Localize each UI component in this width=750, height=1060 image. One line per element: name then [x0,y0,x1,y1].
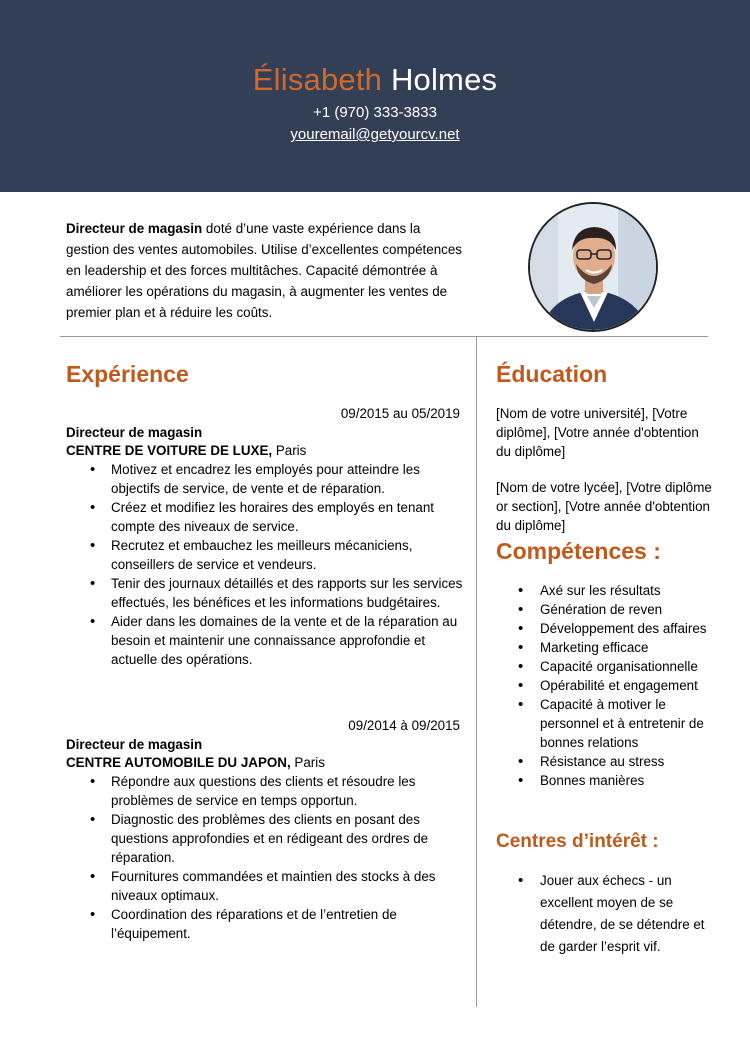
list-item: • Diagnostic des problèmes des clients en posant des questions approfondies et en rédigeant des ordres de réparation. [66,810,466,867]
job-duties [66,460,466,669]
list-item: • Capacité organisationnelle [496,657,710,676]
company-city: Paris [290,755,325,770]
candidate-name [0,60,750,100]
list-item: • Coordination des réparations et de l’entretien de l’équipement. [66,905,466,943]
list-item: • Axé sur les résultats [496,581,710,600]
job-duties [66,772,466,943]
list-item: • Bonnes manières [496,771,710,790]
phone-number: +1 (970) 333-3833 [313,104,437,121]
list-item: • Jouer aux échecs - un excellent moyen de se détendre, de se détendre et de garder l’esprit vif. [496,870,710,958]
education-entry: [Nom de votre université], [Votre diplôme], [Votre année d'obtention du diplôme] [496,406,699,459]
list-item: • Aider dans les domaines de la vente et de la réparation au besoin et maintenir une connaissance approfondie et actuelle des opérations. [66,612,466,669]
experience-heading: Expérience [66,361,189,387]
horizontal-divider [60,336,708,337]
job-title: Directeur de magasin [66,425,203,440]
vertical-divider [476,336,477,1007]
list-item: • Développement des affaires [496,619,710,638]
summary-lead: Directeur de magasin [66,221,203,236]
profile-summary [66,218,466,323]
list-item: • Capacité à motiver le personnel et à entretenir de bonnes relations [496,695,710,752]
summary-text: doté d’une vaste expérience dans la gestion des ventes automobiles. Utilise d’excellentes compétences en leadership et des forces multitâches. Capacité démontrée à améliorer les opérations du magasin, à augmenter les ventes de premier plan et à réduire les coûts. [66,221,462,320]
person-portrait-icon [530,204,658,332]
list-item: • Fournitures commandées et maintien des stocks à des niveaux optimaux. [66,867,466,905]
interests-list [496,870,710,958]
education-heading: Éducation [496,361,608,387]
list-item: • Tenir des journaux détaillés et des rapports sur les services effectués, les bénéfices et les informations budgétaires. [66,574,466,612]
list-item: • Répondre aux questions des clients et résoudre les problèmes de service en temps opportun. [66,772,466,810]
list-item: • Marketing efficace [496,638,710,657]
list-item: • Recrutez et embauchez les meilleurs mécaniciens, conseillers de service et vendeurs. [66,536,466,574]
last-name: Holmes [390,62,498,97]
job-company [66,441,306,460]
interests-heading: Centres d’intérêt : [496,831,659,852]
job-dates: 09/2014 à 09/2015 [348,718,460,733]
job-dates: 09/2015 au 05/2019 [340,406,460,421]
list-item: • Résistance au stress [496,752,710,771]
list-item: • Motivez et encadrez les employés pour atteindre les objectifs de service, de vente et de réparation. [66,460,466,498]
profile-photo [528,202,658,332]
list-item: • Génération de reven [496,600,710,619]
resume-header [0,0,750,192]
skills-heading: Compétences : [496,538,661,564]
skills-list [496,581,710,790]
job-title: Directeur de magasin [66,737,203,752]
email-link[interactable]: youremail@getyourcv.net [290,126,460,143]
company-name: CENTRE AUTOMOBILE DU JAPON, [66,755,291,770]
list-item: • Opérabilité et engagement [496,676,710,695]
company-city: Paris [272,443,307,458]
first-name: Élisabeth [252,62,383,97]
company-name: CENTRE DE VOITURE DE LUXE, [66,443,273,458]
education-entry: [Nom de votre lycée], [Votre diplôme or section], [Votre année d'obtention du diplôme] [496,480,712,533]
list-item: • Créez et modifiez les horaires des employés en tenant compte des niveaux de service. [66,498,466,536]
job-company [66,753,325,772]
